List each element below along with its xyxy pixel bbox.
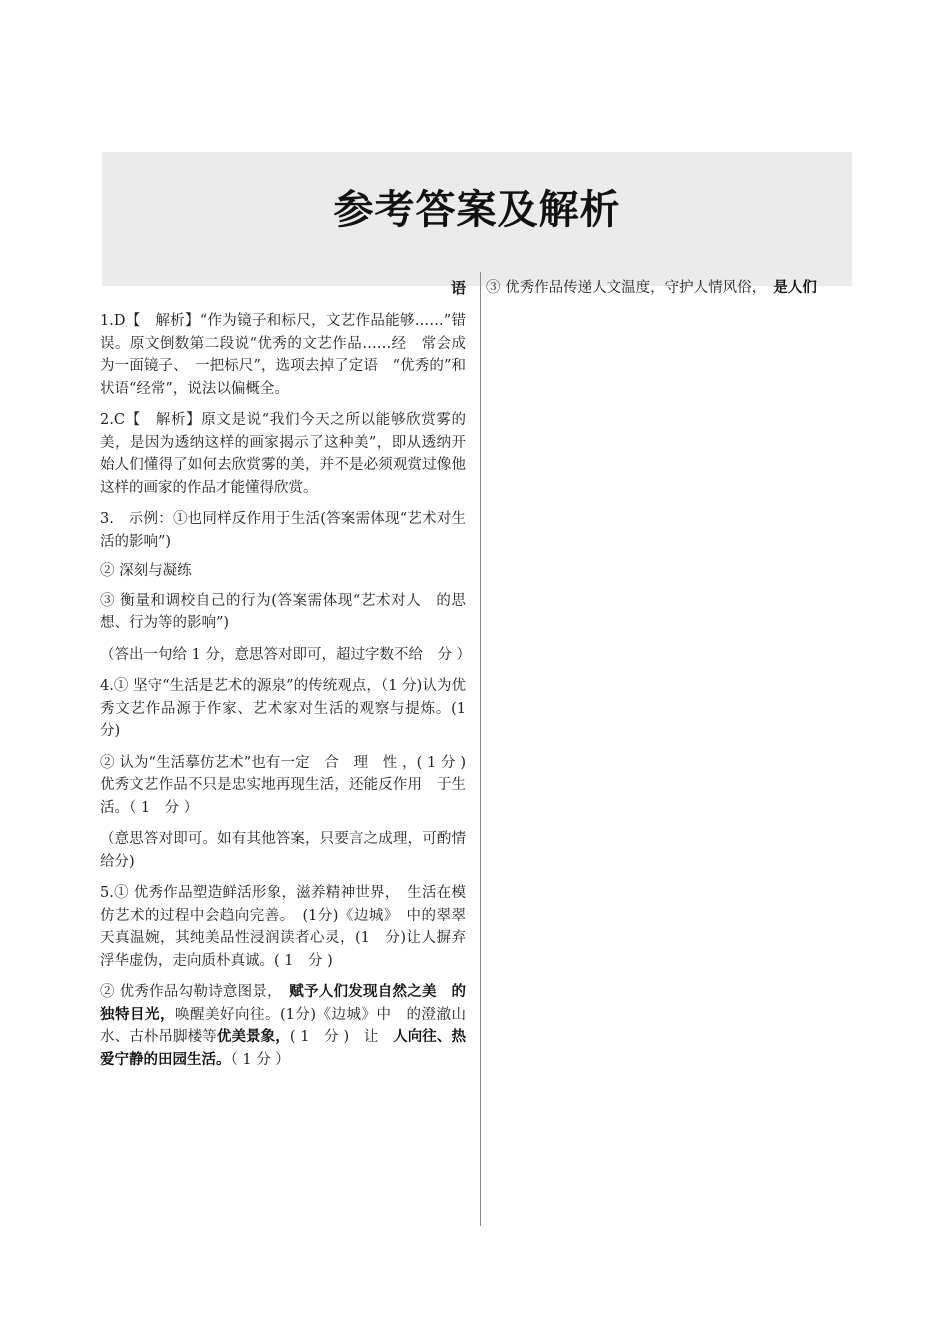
q5-part2-bold-c: 人向往、热爱宁静的田园生活。 bbox=[100, 1029, 467, 1068]
q5-part2-text-a: ② 优秀作品勾勒诗意图景， bbox=[100, 984, 290, 1000]
answer-q4-part1: 4.① 坚守“生活是艺术的源泉”的传统观点，（1 分)认为优秀文艺作品源于作家、艺术家对生活的观察与提炼。(1 分) bbox=[100, 678, 466, 739]
section-label: 语 bbox=[451, 279, 467, 297]
answer-q2: 2.C【 解析】原文是说“我们今天之所以能够欣赏雾的美，是因为透纳这样的画家揭示了这种美”，即从透纳开始人们懂得了如何去欣赏雾的美，并不是必须观赏过像他这样的画家的作品才能懂得欣赏。 bbox=[100, 412, 466, 496]
answer-q4-scoring-note: （意思答对即可。如有其他答案，只要言之成理，可酌情给分) bbox=[100, 831, 466, 870]
answer-q5-part1: 5.① 优秀作品塑造鲜活形象，滋养精神世界， 生活在模仿艺术的过程中会趋向完善。 (1分)《边城》 中的翠翠天真温婉，其纯美品性浸润读者心灵，(1 分)让人摒弃浮华虚伪，走向质朴真诚。( 1 分 ) bbox=[100, 885, 466, 969]
answer-q3-part3: ③ 衡量和调校自己的行为(答案需体现“艺术对人 的思想、行为等的影响”) bbox=[100, 592, 466, 631]
answer-q1: 1.D【 解析】“作为镜子和标尺，文艺作品能够……”错误。原文倒数第二段说“优秀的文艺作品……经 常会成为一面镜子、 一把标尺”，选项去掉了定语 “优秀的”和状语“经常”，说法以偏概全。 bbox=[100, 313, 466, 397]
page-title: 参考答案及解析 bbox=[333, 187, 621, 233]
answer-q5-part3-bold: 是人们 bbox=[773, 280, 817, 296]
q5-part2-text-b: 唤醒美好向往。(1分)《边城》中 的澄澈山水、古朴吊脚楼等 bbox=[100, 1006, 467, 1045]
answer-q4-part2: ② 认为“生活摹仿艺术”也有一定 合 理 性 ，( 1 分 ) 优秀文艺作品不只是忠实地再现生活，还能反作用 于生活。（ 1 分 ） bbox=[100, 754, 466, 816]
q5-part2-text-d: （ 1 分 ） bbox=[230, 1051, 290, 1068]
answer-q5-part3: ③ 优秀作品传递人文温度，守护人情风俗， bbox=[486, 280, 774, 296]
column-divider bbox=[480, 272, 481, 1226]
answer-q3-part2: ② 深刻与凝练 bbox=[100, 563, 192, 579]
answer-q5-part2 bbox=[100, 981, 466, 1071]
title-banner bbox=[102, 152, 852, 286]
left-column bbox=[100, 310, 472, 1080]
q5-part2-bold-b: 优美景象， bbox=[216, 1029, 290, 1045]
right-column bbox=[486, 277, 856, 300]
q5-part2-text-c: ( 1 分 ) 让 bbox=[289, 1029, 394, 1045]
answer-q3-part1: 3. 示例：①也同样反作用于生活(答案需体现“艺术对生活的影响”) bbox=[100, 511, 466, 550]
answer-q3-scoring-note: （答出一句给 1 分，意思答对即可，超过字数不给 分 ） bbox=[100, 646, 472, 663]
q5-part2-bold-a: 赋予人们发现自然之美 的独特目光， bbox=[100, 984, 466, 1023]
